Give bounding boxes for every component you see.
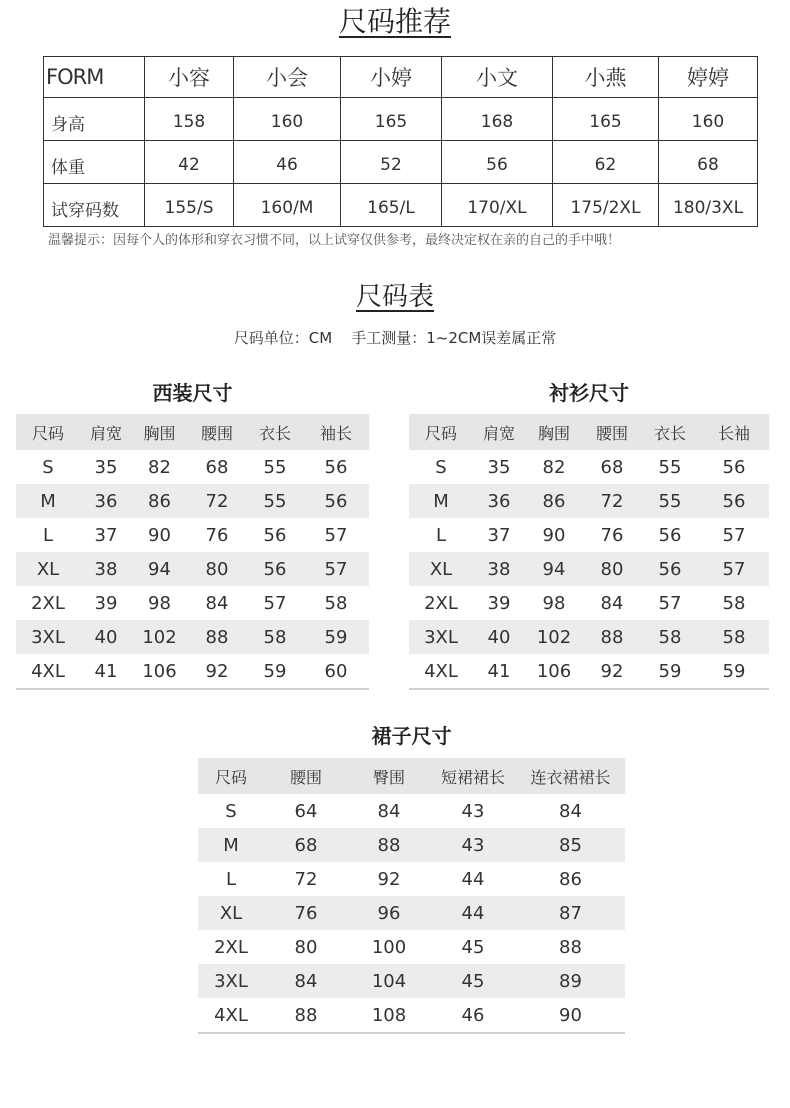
cell: 43: [430, 828, 516, 862]
cell: 57: [658, 592, 682, 614]
table-row: [409, 450, 769, 484]
header-cell: 尺码: [16, 414, 80, 450]
cell: 104: [348, 964, 430, 998]
cell: 55: [658, 456, 682, 478]
table-row: [409, 518, 769, 552]
cell: 62: [553, 141, 659, 184]
cell: 45: [430, 964, 516, 998]
table-row: [198, 862, 625, 896]
header-cell: 尺码: [198, 758, 264, 794]
cell: 58: [247, 620, 303, 654]
cell: 55: [247, 484, 303, 518]
cell: 82: [148, 456, 171, 478]
person-name: 小婷: [341, 57, 442, 98]
cell: 56: [442, 141, 553, 184]
cell: 55: [641, 484, 699, 518]
cell: 92: [187, 654, 247, 689]
table-row: [409, 586, 769, 620]
cell: 76: [264, 896, 348, 930]
cell: 84: [264, 964, 348, 998]
cell: 85: [516, 828, 625, 862]
header-cell: 肩宽: [473, 414, 525, 450]
cell: 88: [583, 620, 641, 654]
cell: 4XL: [409, 654, 473, 689]
cell: 80: [294, 936, 318, 958]
cell: 90: [516, 998, 625, 1033]
cell: 168: [442, 98, 553, 141]
page-title: [0, 4, 790, 40]
cell: L: [435, 524, 447, 546]
cell: 39: [487, 592, 511, 614]
person-name: 婷婷: [659, 57, 758, 98]
cell: 80: [583, 552, 641, 586]
cell: 92: [583, 654, 641, 689]
row-label: 试穿码数: [44, 184, 145, 227]
header-cell: 短裙裙长: [430, 758, 516, 794]
skirt-table-title: 裙子尺寸: [371, 724, 452, 748]
cell: 88: [559, 936, 582, 958]
cell: 59: [247, 654, 303, 689]
cell: 36: [80, 484, 132, 518]
cell: 57: [722, 524, 746, 546]
cell: 57: [324, 524, 348, 546]
table-row: [198, 964, 625, 998]
cell: S: [42, 456, 54, 478]
header-cell: 袖长: [303, 414, 369, 450]
cell: 60: [303, 654, 369, 689]
cell: 102: [132, 620, 187, 654]
cell: 56: [303, 484, 369, 518]
cell: 52: [341, 141, 442, 184]
cell: 38: [473, 552, 525, 586]
cell: 37: [94, 524, 118, 546]
table-row: [409, 654, 769, 689]
table-row: [16, 484, 369, 518]
cell: 90: [148, 524, 171, 546]
cell: 160/M: [234, 184, 341, 227]
cell: 36: [473, 484, 525, 518]
cell: 106: [525, 654, 583, 689]
header-cell: 腰围: [187, 414, 247, 450]
cell: M: [198, 828, 264, 862]
trial-size-row: [44, 184, 758, 227]
cell: 160: [234, 98, 341, 141]
table-header-row: [16, 414, 369, 450]
cell: 57: [263, 592, 287, 614]
person-name: 小会: [234, 57, 341, 98]
cell: 165: [553, 98, 659, 141]
size-chart-title: [0, 280, 790, 314]
cell: 82: [542, 456, 566, 478]
unit-note: 尺码单位：CM 手工测量：1~2CM误差属正常: [233, 329, 557, 347]
cell: 56: [722, 456, 746, 478]
weight-row: [44, 141, 758, 184]
suit-table-title: 西装尺寸: [152, 381, 233, 405]
header-cell: 胸围: [525, 414, 583, 450]
cell: 56: [641, 552, 699, 586]
suit-size-table: [16, 414, 369, 690]
cell: 2XL: [214, 936, 248, 958]
cell: XL: [16, 552, 80, 586]
page-title-text: 尺码推荐: [338, 5, 451, 38]
cell: 86: [559, 868, 582, 890]
cell: 40: [473, 620, 525, 654]
table-row: [16, 518, 369, 552]
cell: 88: [264, 998, 348, 1033]
cell: 158: [145, 98, 234, 141]
cell: 40: [80, 620, 132, 654]
cell: 96: [348, 896, 430, 930]
cell: 56: [699, 484, 769, 518]
cell: 68: [205, 456, 229, 478]
cell: 3XL: [16, 620, 80, 654]
cell: 84: [377, 800, 401, 822]
cell: 4XL: [16, 654, 80, 689]
cell: 88: [187, 620, 247, 654]
cell: 84: [600, 592, 624, 614]
cell: 86: [525, 484, 583, 518]
recommend-header-row: [44, 57, 758, 98]
cell: 165: [341, 98, 442, 141]
cell: S: [225, 800, 237, 822]
cell: 35: [94, 456, 118, 478]
cell: 180/3XL: [659, 184, 758, 227]
cell: 56: [324, 456, 348, 478]
cell: 3XL: [198, 964, 264, 998]
table-row: [198, 794, 625, 828]
cell: 44: [461, 868, 485, 890]
cell: 3XL: [409, 620, 473, 654]
table-row: [198, 930, 625, 964]
cell: 44: [430, 896, 516, 930]
cell: 72: [294, 868, 318, 890]
cell: 35: [487, 456, 511, 478]
cell: 76: [205, 524, 229, 546]
cell: 42: [145, 141, 234, 184]
cell: 2XL: [31, 592, 65, 614]
table-header-row: [409, 414, 769, 450]
table-row: [198, 896, 625, 930]
cell: 84: [205, 592, 229, 614]
cell: 4XL: [198, 998, 264, 1033]
cell: 2XL: [424, 592, 458, 614]
cell: XL: [198, 896, 264, 930]
cell: 55: [263, 456, 287, 478]
cell: 155/S: [145, 184, 234, 227]
header-cell: 腰围: [583, 414, 641, 450]
table-row: [198, 998, 625, 1033]
cell: 57: [699, 552, 769, 586]
cell: 43: [461, 800, 485, 822]
cell: 59: [699, 654, 769, 689]
cell: 39: [94, 592, 118, 614]
table-header-row: [198, 758, 625, 794]
table-row: [198, 828, 625, 862]
header-cell: 长袖: [699, 414, 769, 450]
cell: 170/XL: [442, 184, 553, 227]
table-row: [409, 620, 769, 654]
table-row: [16, 552, 369, 586]
person-name: 小燕: [553, 57, 659, 98]
cell: 108: [348, 998, 430, 1033]
shirt-size-table: [409, 414, 769, 690]
cell: 84: [559, 800, 582, 822]
cell: 87: [516, 896, 625, 930]
cell: 58: [324, 592, 348, 614]
table-row: [16, 586, 369, 620]
cell: L: [225, 868, 237, 890]
cell: 92: [377, 868, 401, 890]
cell: 76: [600, 524, 624, 546]
cell: 56: [247, 552, 303, 586]
cell: 175/2XL: [553, 184, 659, 227]
table-row: [409, 552, 769, 586]
cell: 56: [658, 524, 682, 546]
cell: 90: [542, 524, 566, 546]
row-label: 体重: [44, 141, 145, 184]
header-cell: 衣长: [247, 414, 303, 450]
cell: 57: [303, 552, 369, 586]
cell: M: [409, 484, 473, 518]
cell: 37: [487, 524, 511, 546]
cell: 46: [430, 998, 516, 1033]
cell: M: [16, 484, 80, 518]
cell: 98: [148, 592, 171, 614]
cell: 89: [516, 964, 625, 998]
cell: 64: [294, 800, 318, 822]
cell: 72: [187, 484, 247, 518]
header-cell: 腰围: [264, 758, 348, 794]
person-name: 小文: [442, 57, 553, 98]
cell: 94: [525, 552, 583, 586]
cell: 58: [722, 592, 746, 614]
person-name: 小容: [145, 57, 234, 98]
shirt-table-title: 衬衫尺寸: [549, 381, 629, 405]
size-recommend-table: [43, 56, 758, 227]
skirt-size-table: [198, 758, 625, 1034]
tip-note: 温馨提示：因每个人的体形和穿衣习惯不同，以上试穿仅供参考，最终决定权在亲的自己的手中哦！: [48, 233, 621, 248]
header-cell: 连衣裙裙长: [516, 758, 625, 794]
cell: 100: [371, 936, 407, 958]
row-label: 身高: [44, 98, 145, 141]
cell: 165/L: [341, 184, 442, 227]
cell: 59: [303, 620, 369, 654]
cell: 86: [132, 484, 187, 518]
cell: 88: [348, 828, 430, 862]
cell: 68: [600, 456, 624, 478]
cell: S: [435, 456, 447, 478]
cell: L: [42, 524, 54, 546]
cell: 68: [659, 141, 758, 184]
cell: 41: [80, 654, 132, 689]
cell: 41: [473, 654, 525, 689]
cell: 102: [525, 620, 583, 654]
table-row: [16, 620, 369, 654]
form-label: FORM: [44, 57, 145, 98]
cell: 80: [187, 552, 247, 586]
height-row: [44, 98, 758, 141]
header-cell: 衣长: [641, 414, 699, 450]
cell: XL: [409, 552, 473, 586]
header-cell: 肩宽: [80, 414, 132, 450]
header-cell: 尺码: [409, 414, 473, 450]
cell: 160: [659, 98, 758, 141]
cell: 45: [461, 936, 485, 958]
table-row: [409, 484, 769, 518]
cell: 106: [132, 654, 187, 689]
size-chart-title-text: 尺码表: [355, 282, 434, 312]
cell: 68: [264, 828, 348, 862]
header-cell: 臀围: [348, 758, 430, 794]
cell: 72: [583, 484, 641, 518]
cell: 38: [80, 552, 132, 586]
cell: 58: [641, 620, 699, 654]
cell: 58: [699, 620, 769, 654]
table-row: [16, 450, 369, 484]
cell: 94: [132, 552, 187, 586]
cell: 56: [263, 524, 287, 546]
table-row: [16, 654, 369, 689]
cell: 98: [542, 592, 566, 614]
cell: 46: [234, 141, 341, 184]
cell: 59: [641, 654, 699, 689]
header-cell: 胸围: [132, 414, 187, 450]
